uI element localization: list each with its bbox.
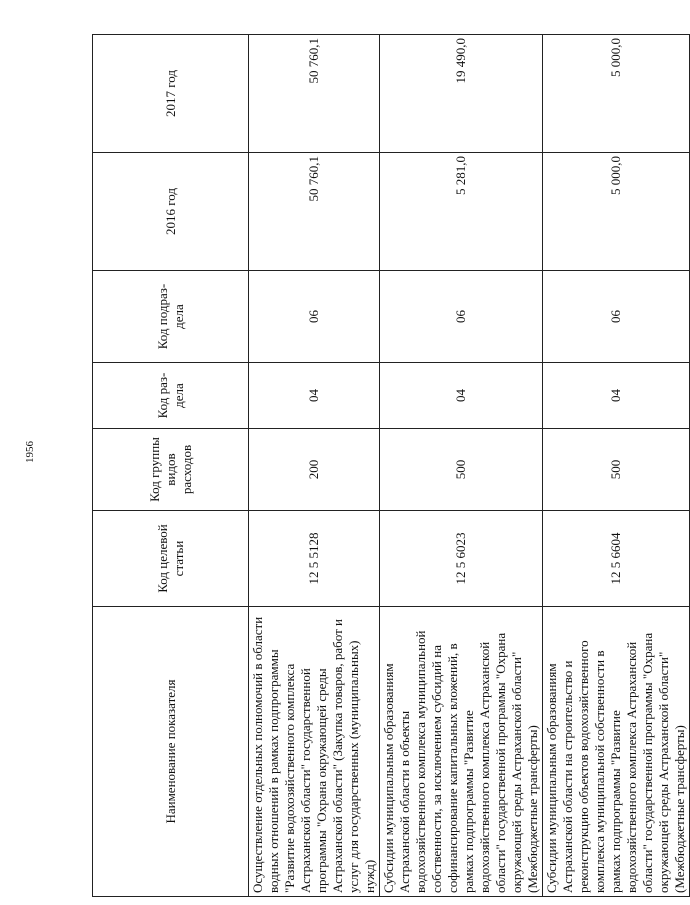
row-2016-value: 50 760,1 bbox=[249, 153, 380, 271]
header-row bbox=[93, 35, 249, 897]
row-expense-group-code: 200 bbox=[249, 429, 380, 511]
row-target-code: 12 5 6604 bbox=[543, 511, 690, 607]
row-subsection-code: 06 bbox=[249, 271, 380, 363]
row-expense-group-code: 500 bbox=[380, 429, 543, 511]
row-name: Субсидии муниципальным образованиям Астраханской области в объекты водохозяйственного комплекса муниципальной собственности, за исключением субсидий на софинансирование капитальных вложений, в рамках подпрограммы "Развитие водохозяйственного комплекса Астраханской области" государственной программы "Охрана окружающей среды Астраханской области" (Межбюджетные трансферты) bbox=[380, 607, 543, 897]
header-target-code: Код целевой статьи bbox=[93, 511, 249, 607]
row-section-code: 04 bbox=[380, 363, 543, 429]
header-2017: 2017 год bbox=[93, 35, 249, 153]
row-expense-group-code: 500 bbox=[543, 429, 690, 511]
table-row bbox=[543, 35, 690, 897]
header-2016: 2016 год bbox=[93, 153, 249, 271]
row-target-code: 12 5 5128 bbox=[249, 511, 380, 607]
table-row bbox=[249, 35, 380, 897]
row-2016-value: 5 281,0 bbox=[380, 153, 543, 271]
row-2016-value: 5 000,0 bbox=[543, 153, 690, 271]
table-row bbox=[380, 35, 543, 897]
row-section-code: 04 bbox=[543, 363, 690, 429]
row-subsection-code: 06 bbox=[380, 271, 543, 363]
header-subsection-code: Код подраз-дела bbox=[93, 271, 249, 363]
rotated-table-container bbox=[92, 35, 687, 897]
row-2017-value: 5 000,0 bbox=[543, 35, 690, 153]
header-section-code: Код раз-дела bbox=[93, 363, 249, 429]
row-2017-value: 50 760,1 bbox=[249, 35, 380, 153]
header-name: Наименование показателя bbox=[93, 607, 249, 897]
row-name: Субсидии муниципальным образованиям Астраханской области на строительство и реконструкцию объектов водохозяйственного комплекса муниципальной собственности в рамках подпрограммы "Развитие водохозяйственного комплекса Астраханской области" государственной программы "Охрана окружающей среды Астраханской области" (Межбюджетные трансферты) bbox=[543, 607, 690, 897]
row-section-code: 04 bbox=[249, 363, 380, 429]
row-2017-value: 19 490,0 bbox=[380, 35, 543, 153]
page-number: 1956 bbox=[24, 441, 36, 463]
row-target-code: 12 5 6023 bbox=[380, 511, 543, 607]
row-name: Осуществление отдельных полномочий в области водных отношений в рамках подпрограммы "Развитие водохозяйственного комплекса Астраханской области" государственной программы "Охрана окружающей среды Астраханской области" (Закупка товаров, работ и услуг для государственных (муниципальных) нужд) bbox=[249, 607, 380, 897]
header-expense-group-code: Код группы видов расходов bbox=[93, 429, 249, 511]
row-subsection-code: 06 bbox=[543, 271, 690, 363]
budget-table bbox=[92, 34, 690, 897]
